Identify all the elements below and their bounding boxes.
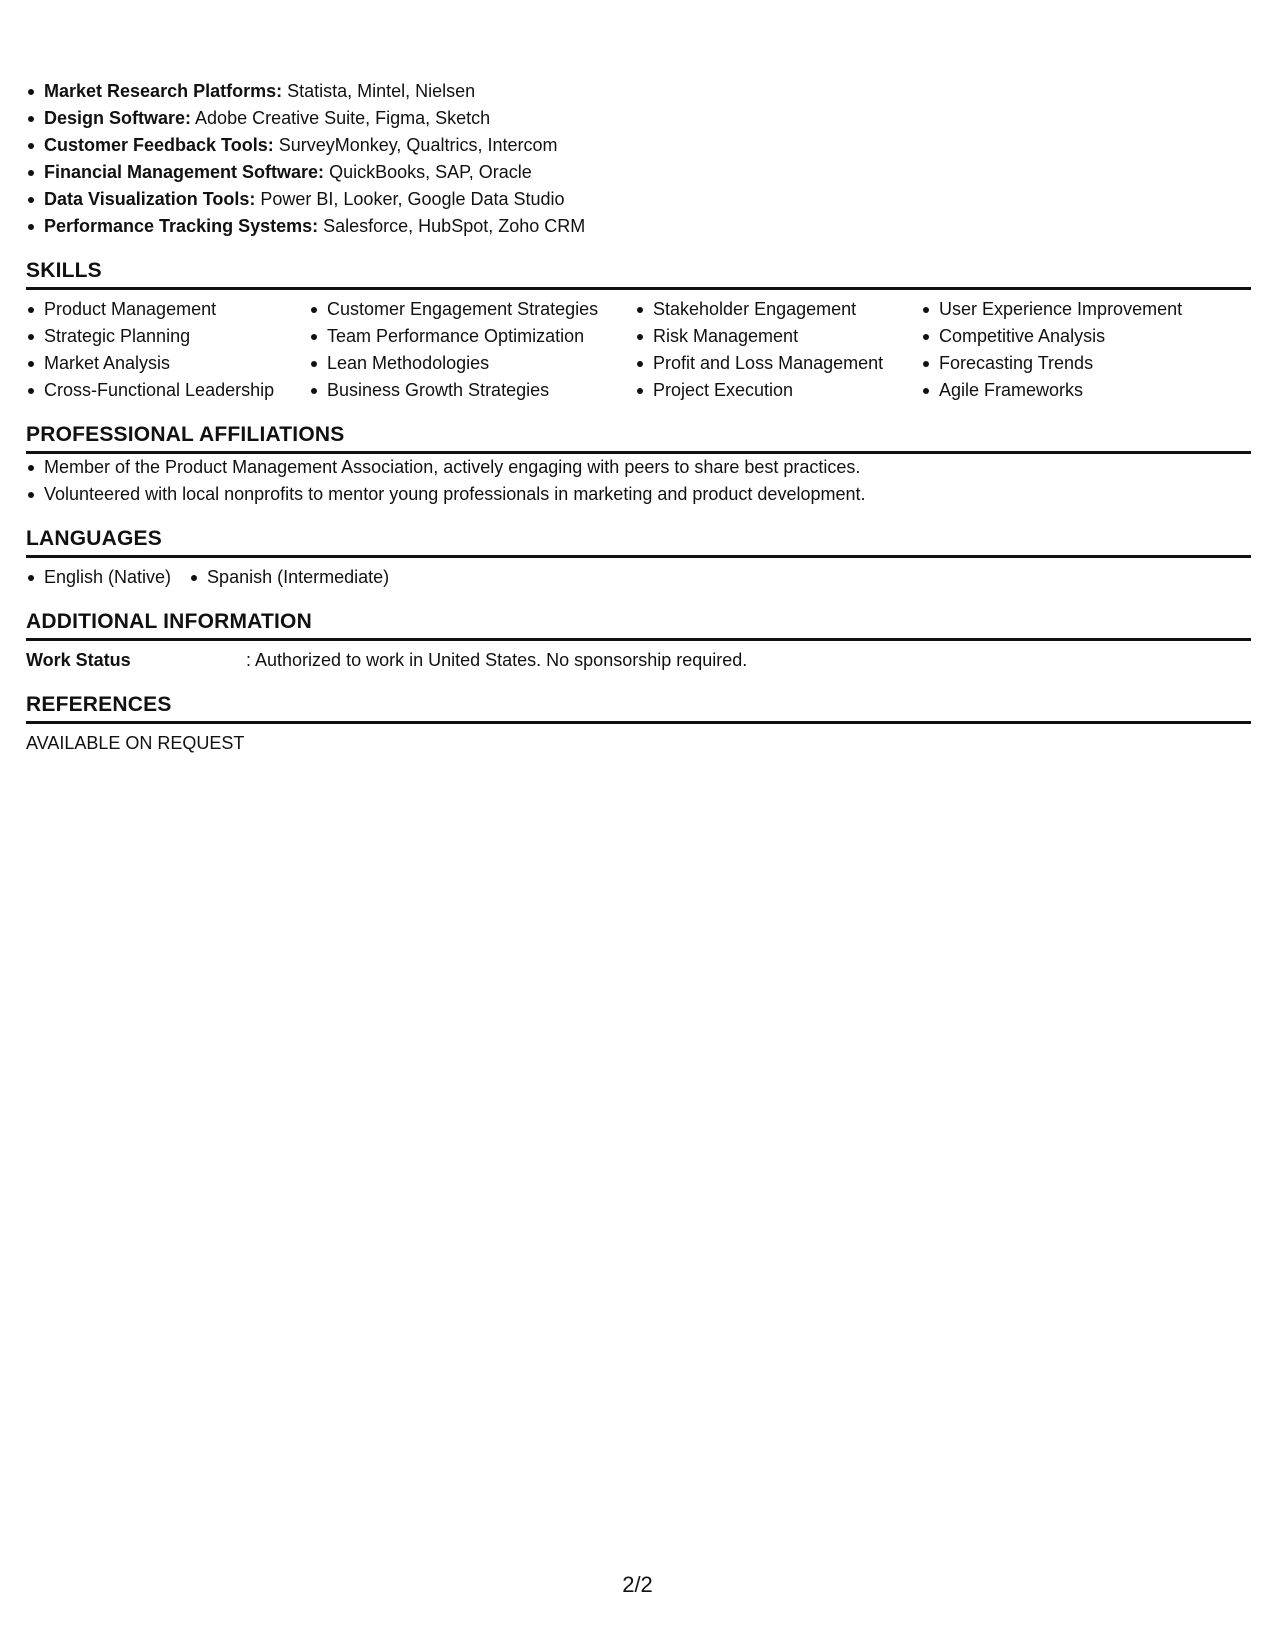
additional-info-heading: ADDITIONAL INFORMATION [26, 609, 1251, 641]
tools-item: Market Research Platforms: Statista, Mintel, Nielsen [26, 78, 1251, 105]
affiliations-heading: PROFESSIONAL AFFILIATIONS [26, 422, 1251, 454]
resume-page-body [26, 78, 1251, 757]
page-number: 2/2 [622, 1572, 653, 1597]
skills-heading: SKILLS [26, 258, 1251, 290]
affiliation-item: Member of the Product Management Association, actively engaging with peers to share best practices. [26, 454, 1251, 481]
skills-column-4 [921, 296, 1221, 404]
language-list-2 [189, 564, 389, 591]
tools-item: Financial Management Software: QuickBooks, SAP, Oracle [26, 159, 1251, 186]
skills-column-2 [309, 296, 635, 404]
skill-item: Business Growth Strategies [309, 377, 635, 404]
skills-grid [26, 296, 1251, 404]
language-list-1 [26, 564, 171, 591]
affiliation-item: Volunteered with local nonprofits to mentor young professionals in marketing and product development. [26, 481, 1251, 508]
tools-item: Performance Tracking Systems: Salesforce, HubSpot, Zoho CRM [26, 213, 1251, 240]
skill-item: Team Performance Optimization [309, 323, 635, 350]
work-status-row [26, 647, 1251, 674]
skills-column-3 [635, 296, 921, 404]
tools-item: Design Software: Adobe Creative Suite, Figma, Sketch [26, 105, 1251, 132]
skill-item: Profit and Loss Management [635, 350, 921, 377]
languages-section [26, 526, 1251, 591]
skill-item: Customer Engagement Strategies [309, 296, 635, 323]
skill-item: Lean Methodologies [309, 350, 635, 377]
language-item: Spanish (Intermediate) [189, 564, 389, 591]
skills-section [26, 258, 1251, 404]
affiliations-list [26, 454, 1251, 508]
references-section [26, 692, 1251, 757]
skill-item: Stakeholder Engagement [635, 296, 921, 323]
language-item: English (Native) [26, 564, 171, 591]
skills-column-1 [26, 296, 309, 404]
skill-item: Agile Frameworks [921, 377, 1221, 404]
languages-list [26, 564, 1251, 591]
references-text: AVAILABLE ON REQUEST [26, 733, 245, 753]
affiliations-section [26, 422, 1251, 508]
tools-list [26, 78, 1251, 240]
tools-item: Data Visualization Tools: Power BI, Looker, Google Data Studio [26, 186, 1251, 213]
skill-item: Strategic Planning [26, 323, 309, 350]
work-status-label: Work Status [26, 650, 131, 670]
skill-item: User Experience Improvement [921, 296, 1221, 323]
work-status-value: : Authorized to work in United States. No sponsorship required. [246, 650, 748, 670]
tools-item: Customer Feedback Tools: SurveyMonkey, Qualtrics, Intercom [26, 132, 1251, 159]
additional-info-section [26, 609, 1251, 674]
skill-item: Product Management [26, 296, 309, 323]
skill-item: Cross-Functional Leadership [26, 377, 309, 404]
skill-item: Project Execution [635, 377, 921, 404]
references-heading: REFERENCES [26, 692, 1251, 724]
skill-item: Risk Management [635, 323, 921, 350]
skill-item: Competitive Analysis [921, 323, 1221, 350]
skill-item: Market Analysis [26, 350, 309, 377]
skill-item: Forecasting Trends [921, 350, 1221, 377]
languages-heading: LANGUAGES [26, 526, 1251, 558]
